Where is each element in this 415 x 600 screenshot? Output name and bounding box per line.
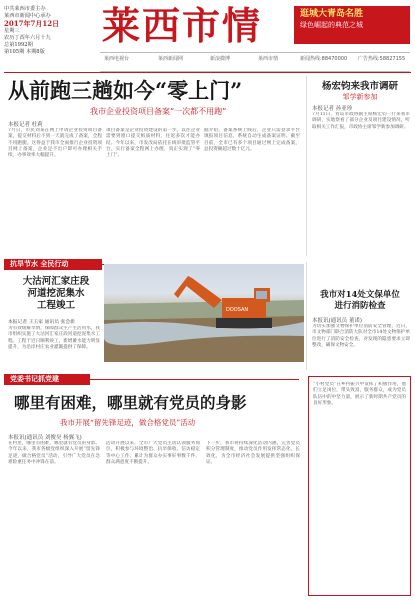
news-photo: [104, 264, 304, 362]
title-line: 进行消防检查: [334, 301, 386, 311]
info-item: 莱西电视台: [104, 56, 130, 62]
issue-total: 总第1992期: [4, 42, 33, 49]
section2-column: 活动开展以来，全市广大党员主动认领服务岗位，积极参与环境整治、抗旱保收、信访稳定等中心工作，累计为群众办实事好事数千件，群众满意度不断提升。: [106, 441, 200, 465]
info-item: 莱西新闻网: [158, 56, 184, 62]
section2-headline: 哪里有困难，哪里就有党员的身影: [14, 393, 247, 412]
side-bottom-text: “小村党员”在乡村振兴中发挥了积极作用，他们立足岗位，带头致富，服务群众，成为党员队伍中的中坚力量，展示了新时期共产党员的良好形象。: [313, 382, 406, 406]
section1-column: 为有效缓解旱情，保障群众生产生活用水，我市组织实施了大沽河汇家庄段河道挖泥集水工程。工程于近日顺利竣工，新增蓄水能力明显提升，为沿岸村庄农业灌溉提供了保障。: [8, 326, 100, 350]
lead-column: 项目备案是企业投资建设的第一步。以往企业需要到窗口提交纸质材料，往返多次才能办结。今年以来，市发改局依托在线审批监管平台，实行备案全程网上办理，真正实现了“零上门”。: [106, 128, 200, 159]
masthead: 莱西市情: [102, 3, 263, 48]
excavator-scene-image: [104, 264, 304, 362]
title-line: 我市对14处文保单位: [320, 290, 400, 300]
section2-column: 下一步，我市将持续深化活动内涵，完善党员积分管理制度，推动党员作用发挥常态化、长效化，为全市经济社会发展提供坚强组织保证。: [206, 441, 300, 465]
side-top-subtitle: 邹学新参加: [342, 93, 378, 101]
sponsor-line: 莱西市新闻中心承办: [4, 13, 51, 20]
lead-column: 据介绍，备案系统上线后，企业只需登录平台填报项目信息，系统自动生成备案证明。截至目前，全市已有多个项目通过网上完成备案，总投资额超过数十亿元。: [204, 128, 300, 152]
section1-byline: 本报记者 王玉家 通讯员 张会新: [8, 320, 75, 325]
side-mid-text: 为切实加强文物保护单位消防安全管理，近日，市文物部门联合消防大队对全市14处文物保护单位进行了消防安全检查，对发现的隐患要求立即整改，确保文物安全。: [312, 324, 410, 348]
side-top-title: 杨宏钧来我市调研: [321, 81, 398, 92]
lead-subhead: 我市企业投资项目备案“一次都不用跑”: [90, 107, 227, 116]
info-item: 新浪微博: [210, 56, 231, 62]
section2-column: 在村里，哪里有困难，哪里就有党员的身影。今年以来，我市各级党组织深入开展“留先锋足迹，做合格党员”活动，引导广大党员在急难险重任务中冲锋在前。: [8, 441, 100, 465]
issue-date: 2017年7月12日: [4, 19, 60, 29]
info-item: 广告热线:58827155: [358, 56, 406, 62]
column-divider: [306, 76, 307, 256]
column-divider: [306, 262, 307, 370]
section-bar: 党委书记抓党建: [4, 374, 90, 385]
lead-column: 7月日，市民刘某在网上申请企业投资项目备案，提交材料后不到一天就完成了备案，全程不用跑腿。这得益于我市全面推行企业投资项目网上备案，企业足不出户即可办理相关手续，办事效率大幅提升。: [8, 128, 102, 159]
headline-line: 河道挖泥集水: [27, 288, 85, 299]
headline-line: 大沽河汇家庄段: [22, 276, 90, 287]
lead-byline: 本报记者 杜莉: [8, 122, 43, 128]
section1-headline: [14, 276, 98, 312]
info-item: 新闻热线:88470000: [300, 56, 348, 62]
side-mid-byline: 本报讯(通讯员 董诺): [312, 318, 363, 324]
lead-headline: 从前跑三趟如今“零上门”: [8, 78, 243, 103]
section2-byline: 本报讯(通讯员 刘俊昊 杨翼飞): [8, 435, 82, 441]
divider: [84, 379, 299, 380]
promo-title: 逛城大青岛名胜: [300, 9, 364, 19]
promo-text: 绿色崛起的典范之城: [300, 21, 363, 29]
divider: [4, 72, 411, 73]
side-top-text: 7月11日，青岛市政协副主席杨宏钧一行来我市调研，实地察看了部分企业及项目建设情况，听取相关工作汇报，市政协主席邹学新参加调研。: [312, 112, 410, 130]
side-mid-title: [310, 290, 410, 312]
info-item: 莱西市情: [258, 56, 279, 62]
weekday: 星期三: [4, 27, 20, 34]
promo-box: [294, 6, 410, 44]
lunar-date: 农历丁酉年六月十九: [4, 34, 51, 41]
photo-caption: DOOSAN: [226, 307, 249, 313]
sponsor-line: 中共莱西市委主办: [4, 6, 46, 12]
side-top-byline: 本报记者 孙亚珍: [312, 106, 353, 112]
issue-number: 第105期 本期8版: [4, 49, 45, 56]
info-bar: [100, 52, 410, 72]
issue-info: [4, 6, 102, 56]
section-bar: 抗旱节水 全民行动: [4, 259, 102, 270]
headline-line: 工程竣工: [36, 300, 75, 311]
section2-subhead: 我市开展“留先锋足迹，做合格党员”活动: [60, 418, 196, 427]
